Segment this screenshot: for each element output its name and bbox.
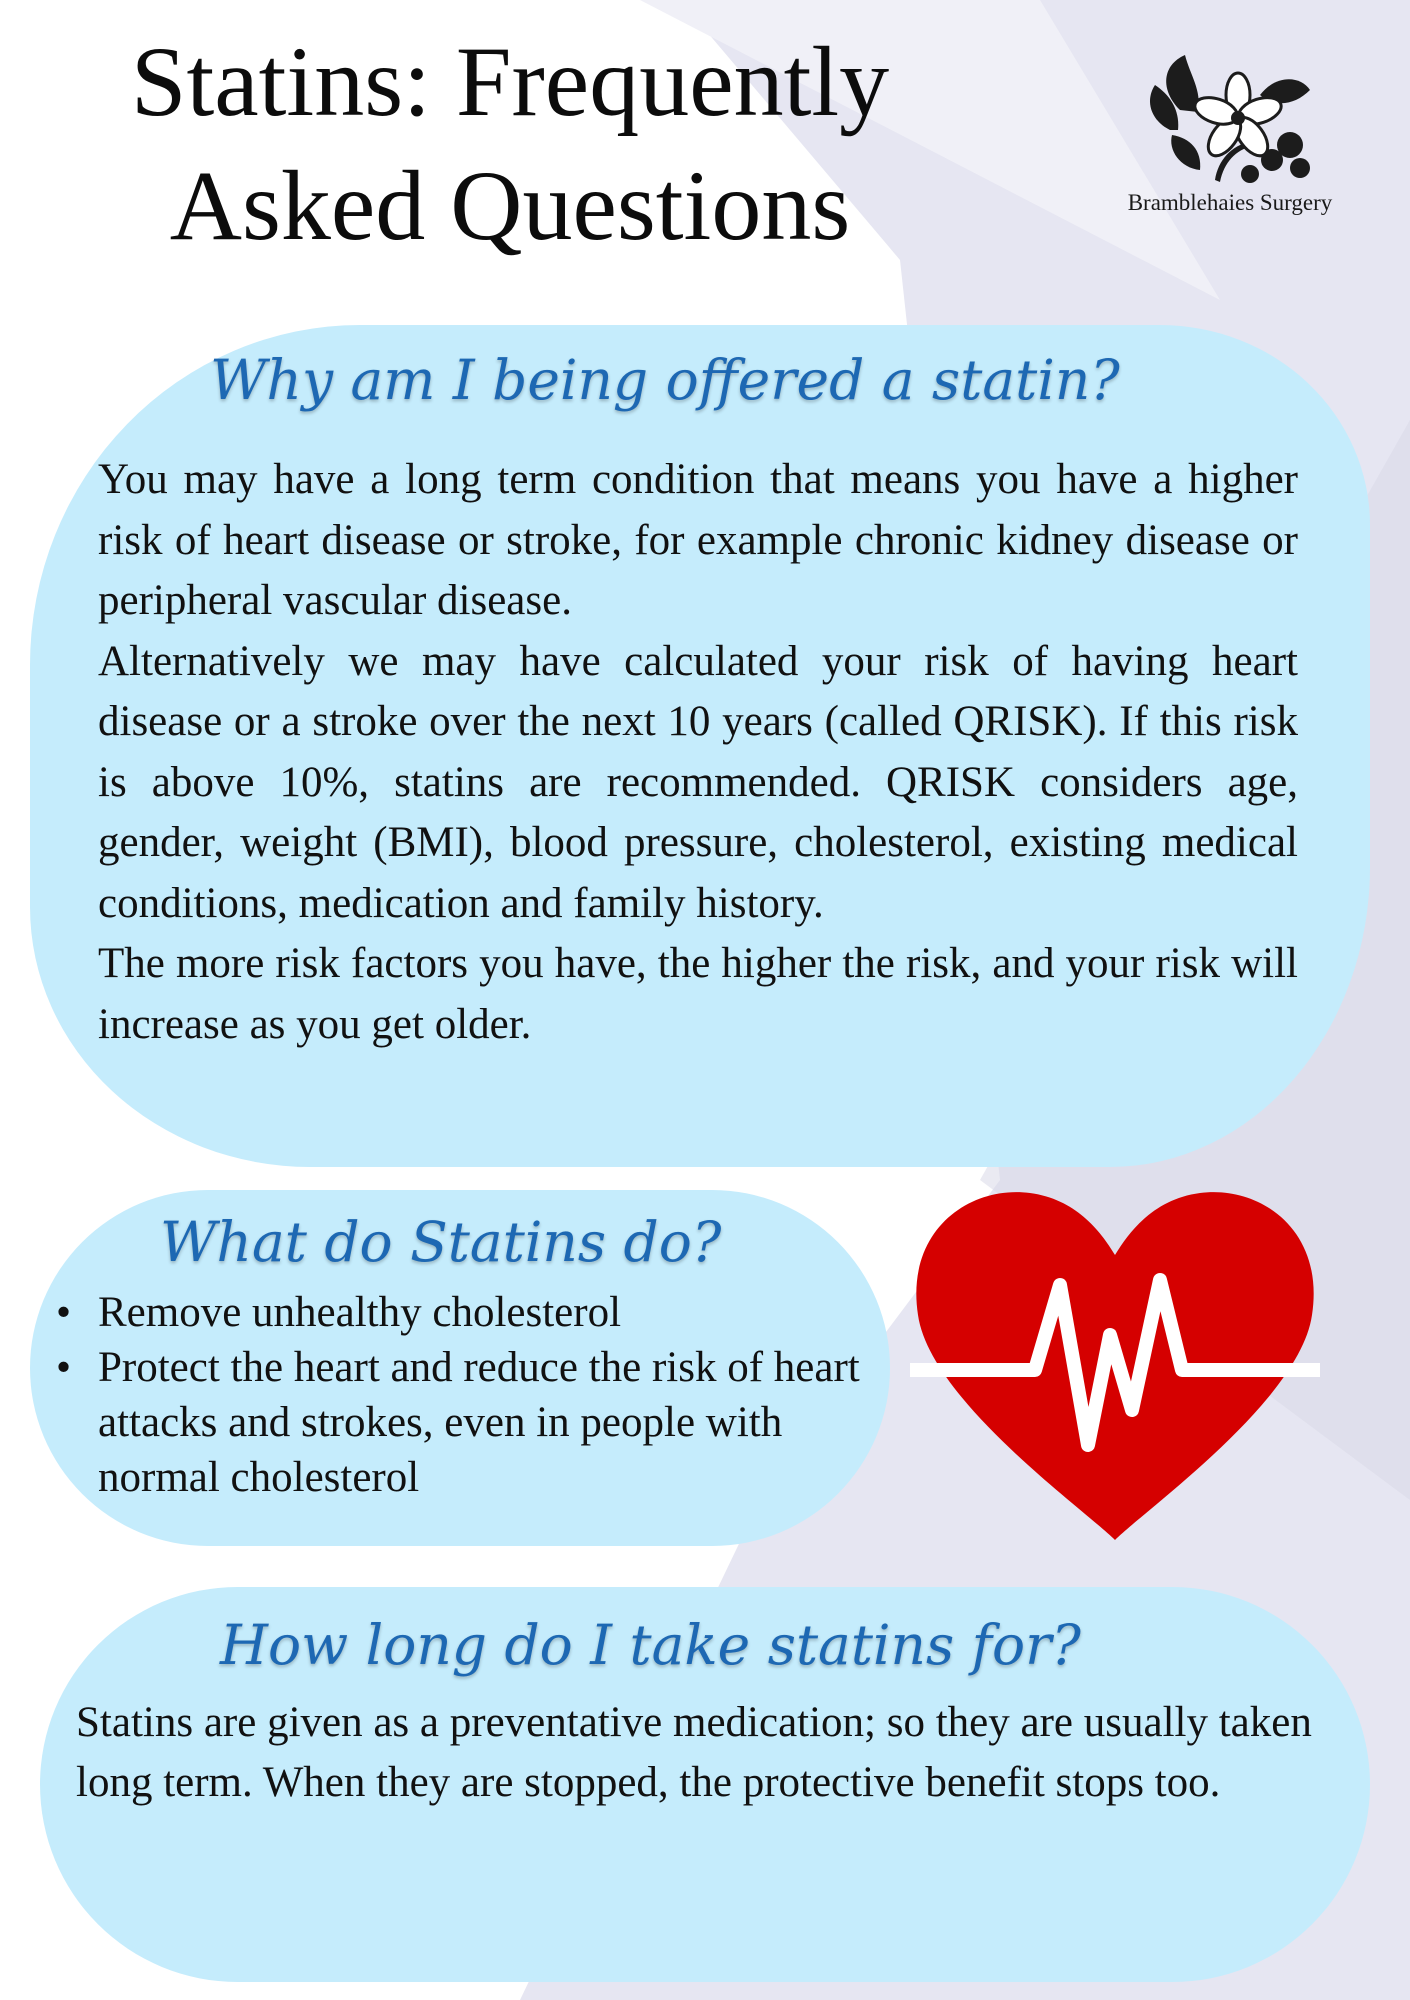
- paragraph: You may have a long term condition that means you have a higher risk of heart disease or stroke, for example chronic kidney disease or peripheral vascular disease.: [98, 456, 1298, 624]
- paragraph: Alternatively we may have calculated your risk of having heart disease or a stroke over the next 10 years (called QRISK). If this risk is above 10%, statins are recommended. QRISK considers age, gender, weight (BMI), blood pressure, cholesterol, existing medical conditions, medication and family history.: [98, 637, 1298, 927]
- list-item-text: Remove unhealthy cholesterol: [98, 1289, 622, 1336]
- paragraph: The more risk factors you have, the higher the risk, and your risk will increase as you get older.: [98, 940, 1298, 1048]
- bullet-icon: •: [56, 1289, 72, 1336]
- list-item-text: Protect the heart and reduce the risk of heart attacks and strokes, even in people with normal cholesterol: [98, 1344, 860, 1501]
- section-heading-how-long: How long do I take statins for?: [220, 1613, 1081, 1677]
- section-body-why-offered: [98, 450, 1298, 1055]
- section-heading-why-offered: Why am I being offered a statin?: [210, 348, 1120, 412]
- page-title: [40, 20, 980, 268]
- heart-pulse-icon: [910, 1185, 1320, 1545]
- section-heading-what-statins-do: What do Statins do?: [160, 1210, 722, 1274]
- title-line-2: Asked Questions: [169, 150, 851, 261]
- surgery-name: Bramblehaies Surgery: [1127, 190, 1333, 215]
- statin-effects-list: [56, 1285, 866, 1505]
- section-body-how-long: Statins are given as a preventative medication; so they are usually taken long term. When they are stopped, the protective benefit stops too.: [76, 1699, 1312, 1806]
- list-item: [56, 1285, 866, 1340]
- bramble-flower-icon: [1140, 50, 1320, 190]
- title-line-1: Statins: Frequently: [130, 26, 890, 137]
- surgery-logo: [1080, 50, 1380, 240]
- list-item: [56, 1340, 866, 1505]
- bullet-icon: •: [56, 1344, 72, 1391]
